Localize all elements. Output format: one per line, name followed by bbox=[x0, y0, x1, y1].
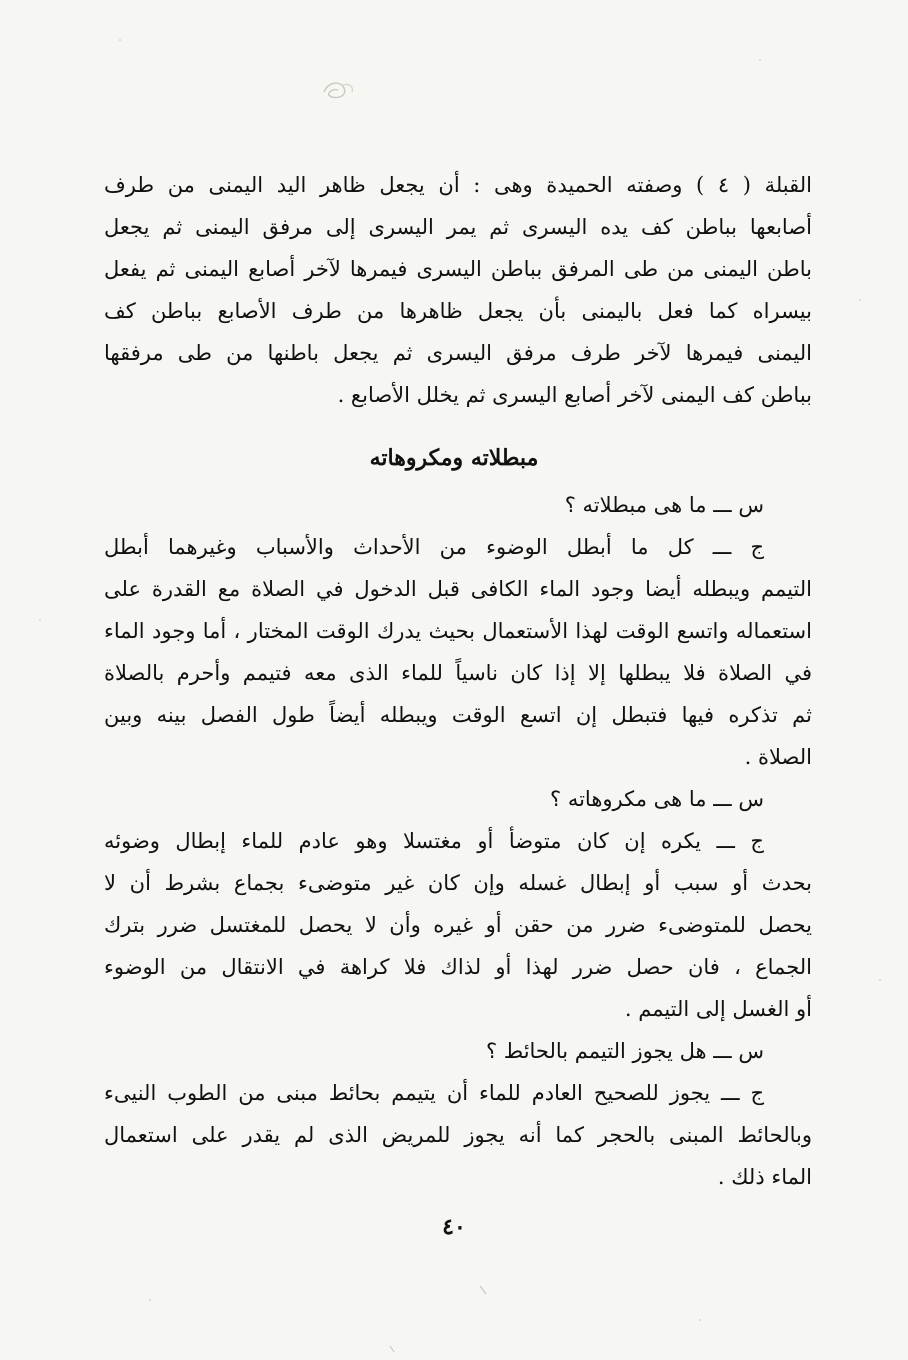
question-line: س ـــ ما هى مكروهاته ؟ bbox=[550, 787, 764, 811]
answer-line: ثم تذكره فيها فتبطل إن اتسع الوقت ويبطله أيضاً طول الفصل بينه وبين bbox=[104, 703, 812, 727]
answer-line: الصلاة . bbox=[744, 745, 812, 769]
answer-line: استعماله واتسع الوقت لهذا الأستعمال بحيث يدرك الوقت المختار ، أما وجود الماء bbox=[104, 619, 812, 643]
section-heading: مبطلاته ومكروهاته bbox=[369, 445, 539, 471]
answer-line: الماء ذلك . bbox=[717, 1165, 812, 1189]
paragraph-line: القبلة ( ٤ ) وصفته الحميدة وهى : أن يجعل ظاهر اليد اليمنى من طرف bbox=[104, 173, 812, 197]
answer-line: أو الغسل إلى التيمم . bbox=[624, 997, 812, 1021]
answer-line: ج ـــ يكره إن كان متوضأ أو مغتسلا وهو عادم للماء إبطال وضوئه bbox=[104, 829, 764, 853]
answer-line: بحدث أو سبب أو إبطال غسله وإن كان غير متوضىء بجماع بشرط أن لا bbox=[104, 871, 812, 895]
answer-line: الجماع ، فان حصل ضرر لهذا أو لذاك فلا كراهة في الانتقال من الوضوء bbox=[104, 955, 812, 979]
paragraph-line: أصابعها بباطن كف يده اليسرى ثم يمر اليسرى إلى مرفق اليمنى ثم يجعل bbox=[104, 215, 812, 239]
paragraph-line: باطن اليمنى من طى المرفق بباطن اليسرى فيمرها لآخر أصابع اليمنى ثم يفعل bbox=[104, 257, 812, 281]
answer-line: في الصلاة فلا يبطلها إلا إذا كان ناسياً للماء الذى معه فتيمم وأحرم بالصلاة bbox=[104, 661, 812, 685]
question-line: س ـــ هل يجوز التيمم بالحائط ؟ bbox=[485, 1039, 764, 1063]
ink-smudge-mark bbox=[318, 78, 358, 104]
answer-line: وبالحائط المبنى بالحجر كما أنه يجوز للمريض الذى لم يقدر على استعمال bbox=[104, 1123, 812, 1147]
paragraph-line: بيسراه كما فعل باليمنى بأن يجعل ظاهرها من طرف الأصابع بباطن كف bbox=[104, 299, 812, 323]
paragraph-line: اليمنى فيمرها لآخر طرف مرفق اليسرى ثم يجعل باطنها من طى مرفقها bbox=[104, 341, 812, 365]
answer-line: التيمم ويبطله أيضا وجود الماء الكافى قبل الدخول في الصلاة مع القدرة على bbox=[104, 577, 812, 601]
qa-block bbox=[104, 484, 812, 1198]
paragraph-top bbox=[104, 164, 812, 416]
answer-line: يحصل للمتوضىء ضرر من حقن أو غيره وأن لا يحصل للمغتسل ضرر بترك bbox=[104, 913, 812, 937]
page-number: ٤٠ bbox=[442, 1214, 466, 1240]
answer-line: ج ـــ يجوز للصحيح العادم للماء أن يتيمم بحائط مبنى من الطوب النيىء bbox=[104, 1081, 764, 1105]
paragraph-line: بباطن كف اليمنى لآخر أصابع اليسرى ثم يخلل الأصابع . bbox=[337, 383, 812, 407]
answer-line: ج ـــ كل ما أبطل الوضوء من الأحداث والأسباب وغيرهما أبطل bbox=[104, 535, 764, 559]
question-line: س ـــ ما هى مبطلاته ؟ bbox=[564, 493, 764, 517]
